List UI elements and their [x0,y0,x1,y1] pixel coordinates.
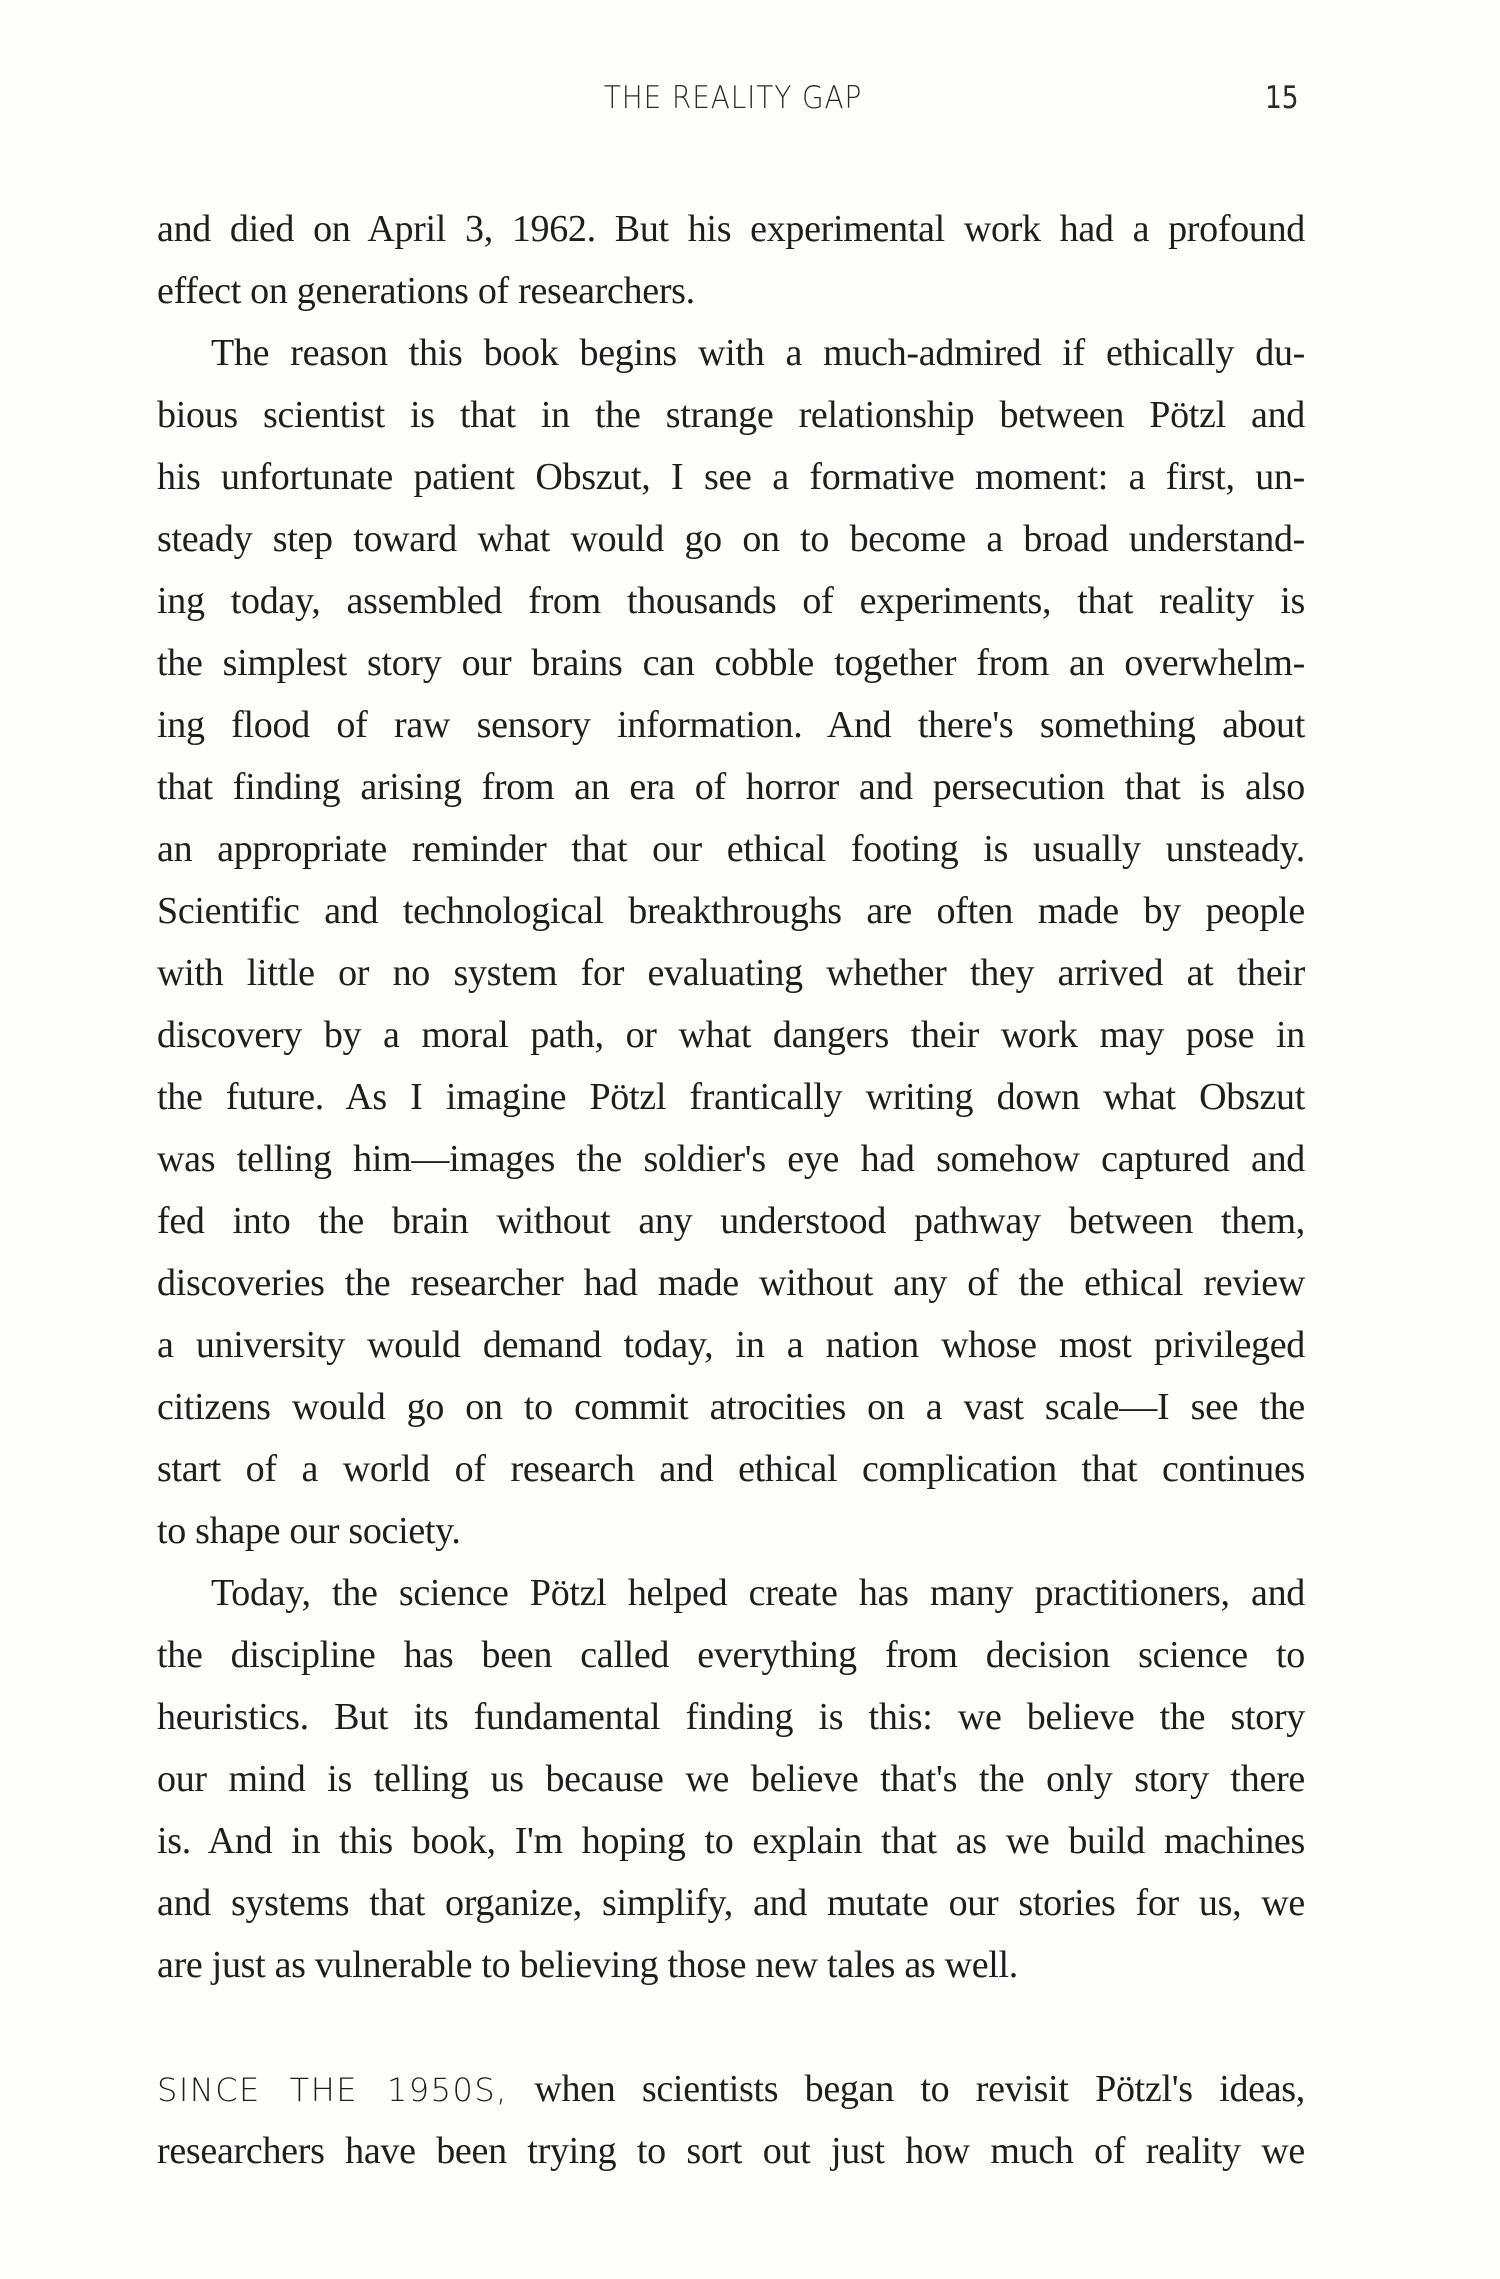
text-line [157,2058,1305,2120]
text-line: are just as vulnerable to believing those new tales as well. [157,1944,1019,1986]
text-line-rest: when scientists began to revisit Pötzl's ideas, [507,2068,1305,2110]
text-line: discovery by a moral path, or what dangers their work may pose in [157,1014,1305,1056]
text-line: Scientific and technological breakthroughs are often made by people [157,890,1305,932]
paragraph [157,322,1305,1562]
text-line: heuristics. But its fundamental finding is this: we believe the story [157,1696,1305,1738]
text-line: The reason this book begins with a much-admired if ethically du- [211,332,1305,374]
text-line: fed into the brain without any understood pathway between them, [157,1200,1305,1242]
text-line: the discipline has been called everything from decision science to [157,1634,1305,1676]
paragraph [157,198,1305,322]
text-line: the simplest story our brains can cobble together from an overwhelm- [157,642,1305,684]
paragraph [157,1562,1305,1996]
running-head: THE REALITY GAP [603,80,863,116]
text-line: start of a world of research and ethical complication that continues [157,1448,1305,1490]
text-line: to shape our society. [157,1510,461,1552]
text-line: a university would demand today, in a nation whose most privileged [157,1324,1305,1366]
text-line: the future. As I imagine Pötzl frantically writing down what Obszut [157,1076,1305,1118]
text-line: is. And in this book, I'm hoping to explain that as we build machines [157,1820,1305,1862]
text-line: effect on generations of researchers. [157,270,695,312]
text-line: and systems that organize, simplify, and mutate our stories for us, we [157,1882,1305,1924]
text-line: ing flood of raw sensory information. And there's something about [157,704,1305,746]
text-line: citizens would go on to commit atrocities on a vast scale—I see the [157,1386,1305,1428]
text-line: bious scientist is that in the strange relationship between Pötzl and [157,394,1305,436]
section-break [157,1996,1305,2058]
section-paragraph [157,2058,1305,2182]
text-line: was telling him—images the soldier's eye had somehow captured and [157,1138,1305,1180]
text-line: his unfortunate patient Obszut, I see a formative moment: a first, un- [157,456,1305,498]
text-line: discoveries the researcher had made without any of the ethical review [157,1262,1305,1304]
body-text [157,198,1305,2182]
text-line: our mind is telling us because we believe that's the only story there [157,1758,1305,1800]
section-lead-in: SINCE THE 1950S, [157,2071,508,2109]
page-number: 15 [1264,80,1299,116]
text-line: ing today, assembled from thousands of experiments, that reality is [157,580,1305,622]
page-header [0,80,1500,130]
text-line: and died on April 3, 1962. But his experimental work had a profound [157,208,1305,250]
text-line: an appropriate reminder that our ethical footing is usually unsteady. [157,828,1305,870]
text-line: researchers have been trying to sort out just how much of reality we [157,2130,1305,2172]
text-line: Today, the science Pötzl helped create has many practitioners, and [211,1572,1305,1614]
text-line: with little or no system for evaluating whether they arrived at their [157,952,1305,994]
text-line: steady step toward what would go on to become a broad understand- [157,518,1305,560]
text-line: that finding arising from an era of horror and persecution that is also [157,766,1305,808]
